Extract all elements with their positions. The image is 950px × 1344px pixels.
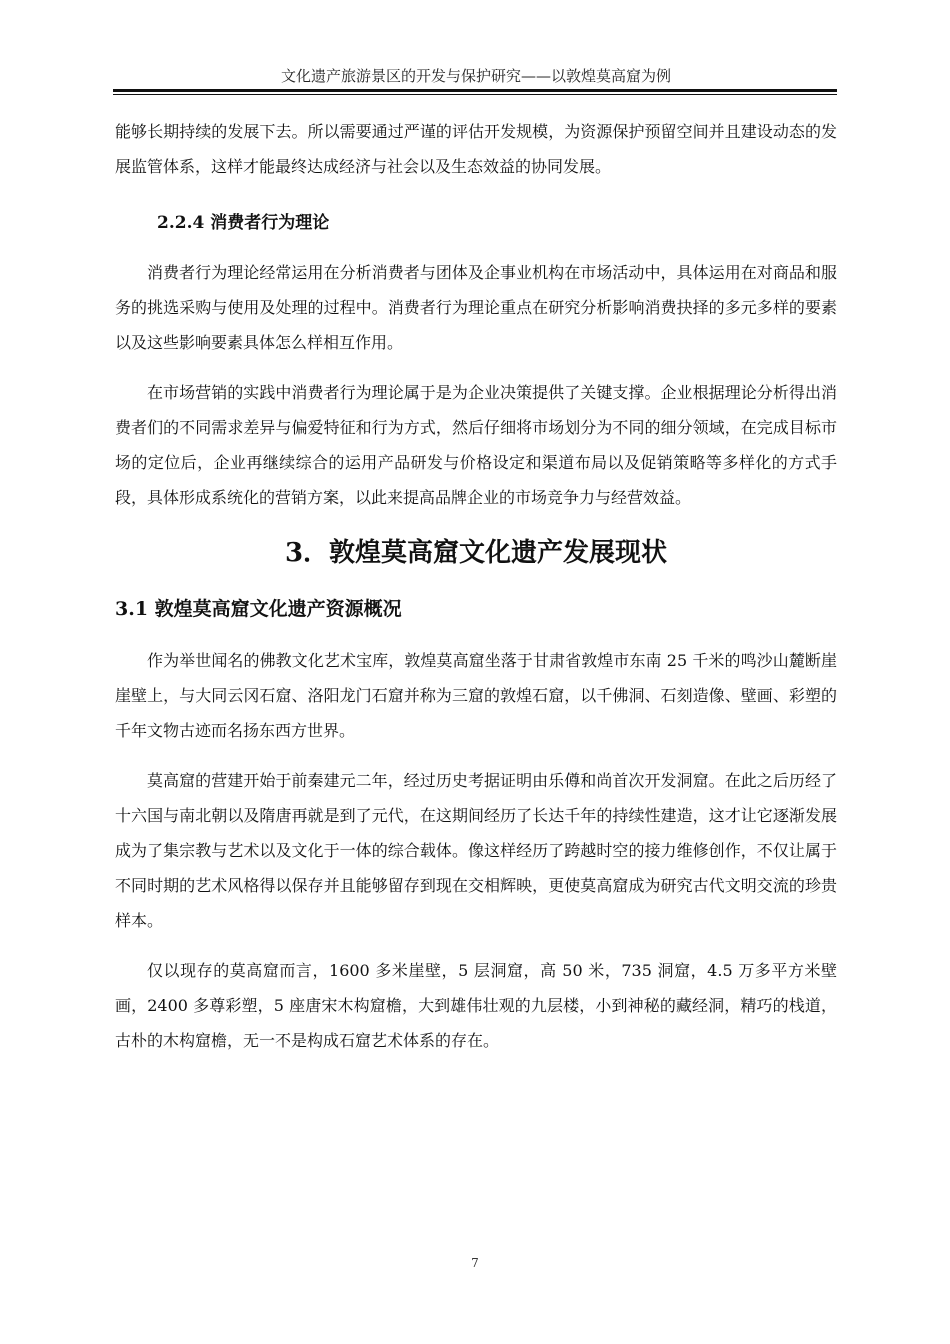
header-rule-thick: [113, 89, 837, 92]
paragraph-continued: 能够长期持续的发展下去。所以需要通过严谨的评估开发规模，为资源保护预留空间并且建设动态的发展监管体系，这样才能最终达成经济与社会以及生态效益的协同发展。: [115, 122, 837, 176]
chapter-3-title: 3．敦煌莫高窟文化遗产发展现状: [284, 538, 668, 568]
paragraph-mogao-history: 莫高窟的营建开始于前秦建元二年，经过历史考据证明由乐僔和尚首次开发洞窟。在此之后历经了十六国与南北朝以及隋唐再就是到了元代，在这期间经历了长达千年的持续性建造，这才让它逐渐发展成为了集宗教与艺术以及文化于一体的综合载体。像这样经历了跨越时空的接力维修创作，不仅让属于不同时期的艺术风格得以保存并且能够留存到现在交相辉映，更使莫高窟成为研究古代文明交流的珍贵样本。: [115, 771, 837, 930]
page-body: [115, 114, 837, 1058]
page-number: 7: [471, 1256, 479, 1270]
paragraph-consumer-theory-2: 在市场营销的实践中消费者行为理论属于是为企业决策提供了关键支撑。企业根据理论分析得出消费者们的不同需求差异与偏爱特征和行为方式，然后仔细将市场划分为不同的细分领域，在完成目标市场的定位后，企业再继续综合的运用产品研发与价格设定和渠道布局以及促销策略等多样化的方式手段，具体形成系统化的营销方案，以此来提高品牌企业的市场竞争力与经营效益。: [115, 383, 837, 507]
section-3-1-title: 3.1 敦煌莫高窟文化遗产资源概况: [115, 598, 402, 620]
paragraph-mogao-figures: 仅以现存的莫高窟而言，1600 多米崖壁，5 层洞窟，高 50 米，735 洞窟，4.5 万多平方米壁画，2400 多尊彩塑，5 座唐宋木构窟檐，大到雄伟壮观的九层楼，小到神秘的藏经洞，精巧的栈道，古朴的木构窟檐，无一不是构成石窟艺术体系的存在。: [115, 961, 837, 1050]
paragraph-mogao-overview: 作为举世闻名的佛教文化艺术宝库，敦煌莫高窟坐落于甘肃省敦煌市东南 25 千米的鸣沙山麓断崖崖壁上，与大同云冈石窟、洛阳龙门石窟并称为三窟的敦煌石窟，以千佛洞、石刻造像、壁画、彩塑的千年文物古迹而名扬东西方世界。: [115, 651, 837, 740]
paragraph-consumer-theory-1: 消费者行为理论经常运用在分析消费者与团体及企事业机构在市场活动中，具体运用在对商品和服务的挑选采购与使用及处理的过程中。消费者行为理论重点在研究分析影响消费抉择的多元多样的要素以及这些影响要素具体怎么样相互作用。: [115, 263, 837, 352]
running-header: 文化遗产旅游景区的开发与保护研究——以敦煌莫高窟为例: [280, 67, 671, 85]
heading-2-2-4: 2.2.4 消费者行为理论: [157, 213, 330, 233]
header-rule-thin: [113, 94, 837, 95]
